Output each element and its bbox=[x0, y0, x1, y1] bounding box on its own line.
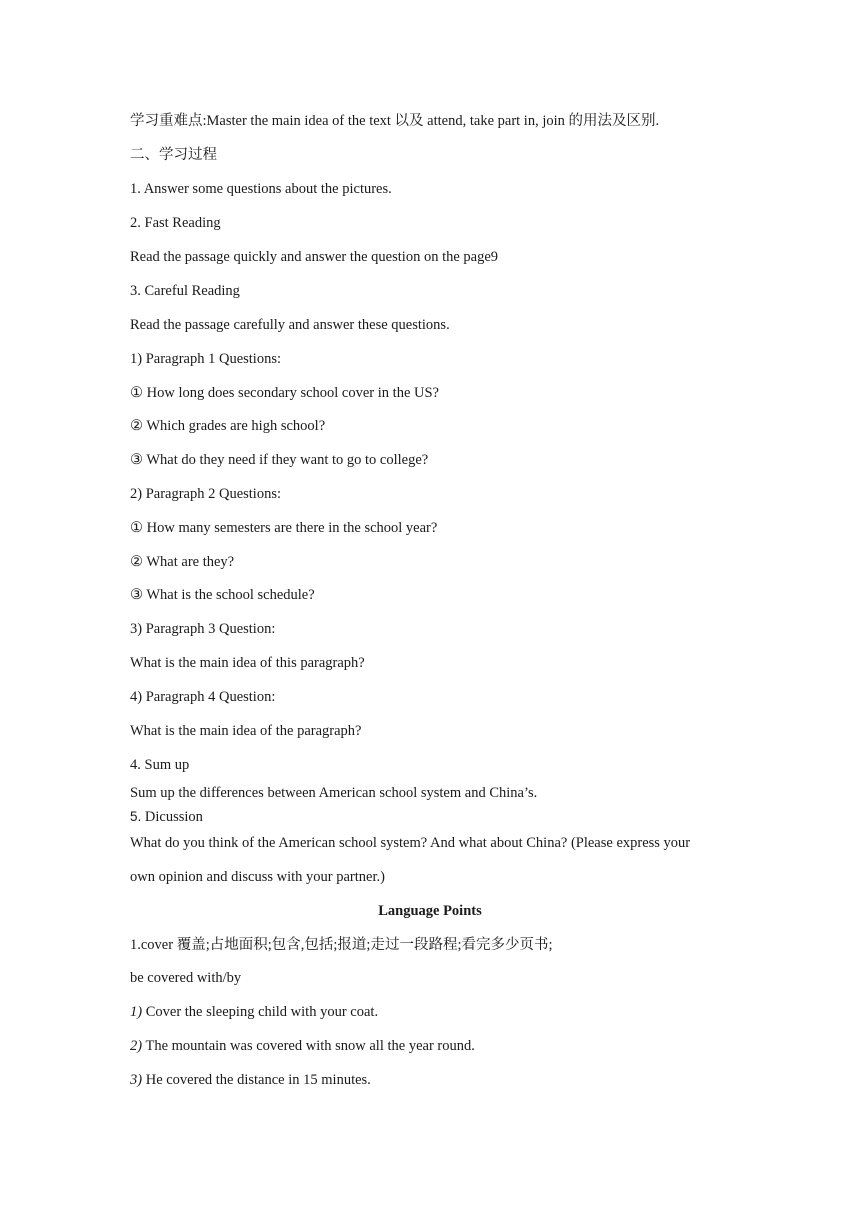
question-item: ② What are they? bbox=[130, 554, 235, 570]
step-2-heading: 2. Fast Reading bbox=[130, 215, 221, 231]
example-number: 3) bbox=[130, 1072, 143, 1088]
language-points-title: Language Points bbox=[378, 903, 482, 919]
question-item: ③ What is the school schedule? bbox=[130, 587, 315, 603]
question-item: ③ What do they need if they want to go to college? bbox=[130, 452, 429, 468]
vocab-cover-definition: 1.cover 覆盖;占地面积;包含,包括;报道;走过一段路程;看完多少页书; bbox=[130, 937, 553, 953]
step-3-heading: 3. Careful Reading bbox=[130, 283, 240, 299]
paragraph-3-heading: 3) Paragraph 3 Question: bbox=[130, 621, 276, 637]
section-heading-learning-process: 二、学习过程 bbox=[130, 147, 217, 163]
question-item: ① How long does secondary school cover in the US? bbox=[130, 385, 439, 401]
example-text: Cover the sleeping child with your coat. bbox=[145, 1004, 379, 1020]
example-number: 1) bbox=[130, 1004, 143, 1020]
sum-up-instruction: Sum up the differences between American school system and China’s. bbox=[130, 785, 538, 801]
example-sentence bbox=[130, 1070, 740, 1090]
example-number: 2) bbox=[130, 1038, 143, 1054]
discussion-prompt-line-2: own opinion and discuss with your partner.) bbox=[130, 869, 385, 885]
paragraph-2-heading: 2) Paragraph 2 Questions: bbox=[130, 486, 282, 502]
paragraph-4-heading: 4) Paragraph 4 Question: bbox=[130, 689, 276, 705]
step-1-line: 1. Answer some questions about the pictures. bbox=[130, 181, 392, 197]
careful-reading-instruction: Read the passage carefully and answer these questions. bbox=[130, 317, 450, 333]
discussion-number: 5. bbox=[130, 809, 142, 824]
discussion-prompt-line-1: What do you think of the American school system? And what about China? (Please express your bbox=[130, 835, 691, 851]
key-points-line: 学习重难点:Master the main idea of the text 以及 attend, take part in, join 的用法及区别. bbox=[130, 113, 660, 129]
step-5-heading bbox=[130, 807, 740, 827]
paragraph-1-heading: 1) Paragraph 1 Questions: bbox=[130, 351, 282, 367]
question-item: ② Which grades are high school? bbox=[130, 418, 326, 434]
fast-reading-instruction: Read the passage quickly and answer the question on the page9 bbox=[130, 249, 499, 265]
question-item: What is the main idea of the paragraph? bbox=[130, 723, 362, 739]
example-sentence bbox=[130, 1036, 740, 1056]
question-item: ① How many semesters are there in the school year? bbox=[130, 520, 438, 536]
example-sentence bbox=[130, 1002, 740, 1022]
question-item: What is the main idea of this paragraph? bbox=[130, 655, 365, 671]
vocab-phrase: be covered with/by bbox=[130, 970, 242, 986]
step-4-heading: 4. Sum up bbox=[130, 757, 190, 773]
example-text: The mountain was covered with snow all the year round. bbox=[145, 1038, 475, 1054]
example-text: He covered the distance in 15 minutes. bbox=[145, 1072, 371, 1088]
discussion-label: Dicussion bbox=[144, 809, 203, 825]
